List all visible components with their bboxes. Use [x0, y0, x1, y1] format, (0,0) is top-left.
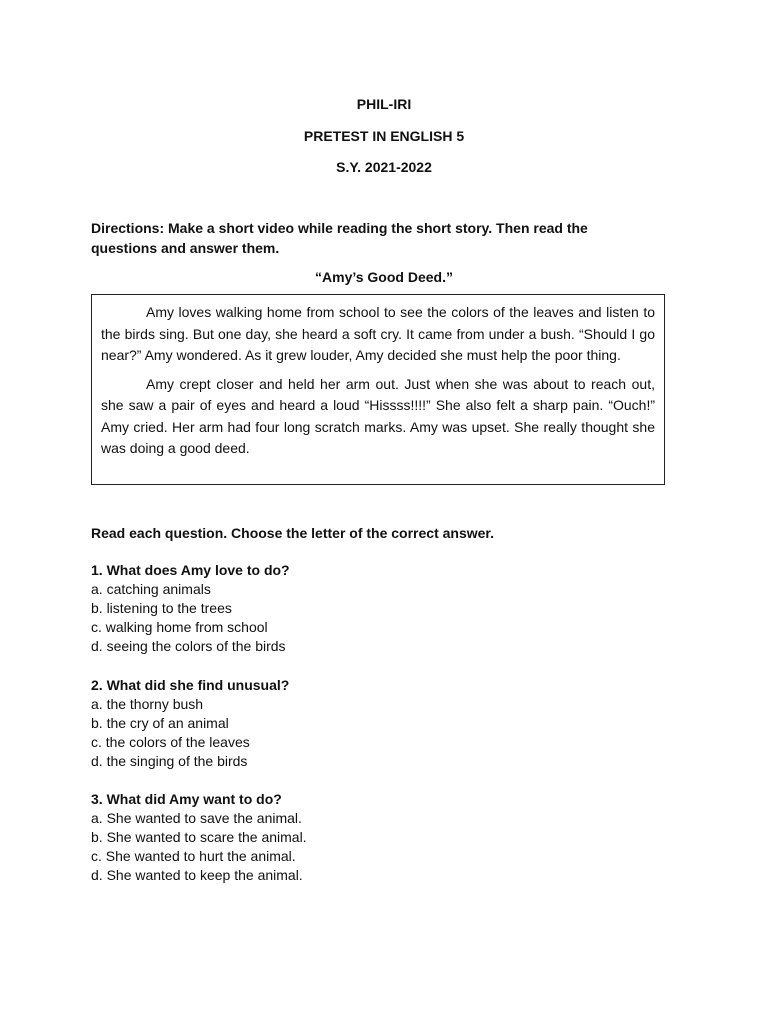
question-text: 3. What did Amy want to do?	[91, 791, 282, 807]
question-text: 2. What did she find unusual?	[91, 677, 290, 693]
choice-a: a. She wanted to save the animal.	[91, 810, 302, 826]
choice-b: b. listening to the trees	[91, 600, 232, 616]
header-subtitle: PRETEST IN ENGLISH 5	[303, 128, 465, 144]
choice-c: c. She wanted to hurt the animal.	[91, 848, 296, 864]
choice-c: c. walking home from school	[91, 619, 268, 635]
choice-d: d. She wanted to keep the animal.	[91, 867, 303, 883]
header-school-year: S.Y. 2021-2022	[336, 159, 432, 175]
story-paragraph: Amy loves walking home from school to see the colors of the leaves and listen to the birds sing. But one day, she heard a soft cry. It came from under a bush. “Should I go near?” Amy wondered. As it grew louder, Amy decided she must help the poor thing.	[101, 304, 655, 363]
question-1	[91, 561, 691, 656]
choice-b: b. She wanted to scare the animal.	[91, 829, 307, 845]
question-text: 1. What does Amy love to do?	[91, 562, 290, 578]
choice-d: d. the singing of the birds	[91, 753, 248, 769]
question-3	[91, 790, 691, 885]
story-paragraph: Amy crept closer and held her arm out. Just when she was about to reach out, she saw a pair of eyes and heard a loud “Hissss!!!!” She also felt a sharp pain. “Ouch!” Amy cried. Her arm had four long scratch marks. Amy was upset. She really thought she was doing a good deed.	[101, 375, 655, 456]
choice-c: c. the colors of the leaves	[91, 734, 250, 750]
choice-a: a. catching animals	[91, 581, 211, 597]
header-title: PHIL-IRI	[356, 96, 412, 112]
choice-d: d. seeing the colors of the birds	[91, 638, 286, 654]
instructions-text: Read each question. Choose the letter of the correct answer.	[91, 525, 494, 541]
story-title: “Amy’s Good Deed.”	[315, 269, 453, 285]
story-box	[91, 294, 665, 485]
directions-text: Directions: Make a short video while reading the short story. Then read the questions and answer them.	[91, 220, 588, 256]
choice-b: b. the cry of an animal	[91, 715, 229, 731]
question-2	[91, 676, 691, 771]
choice-a: a. the thorny bush	[91, 696, 204, 712]
